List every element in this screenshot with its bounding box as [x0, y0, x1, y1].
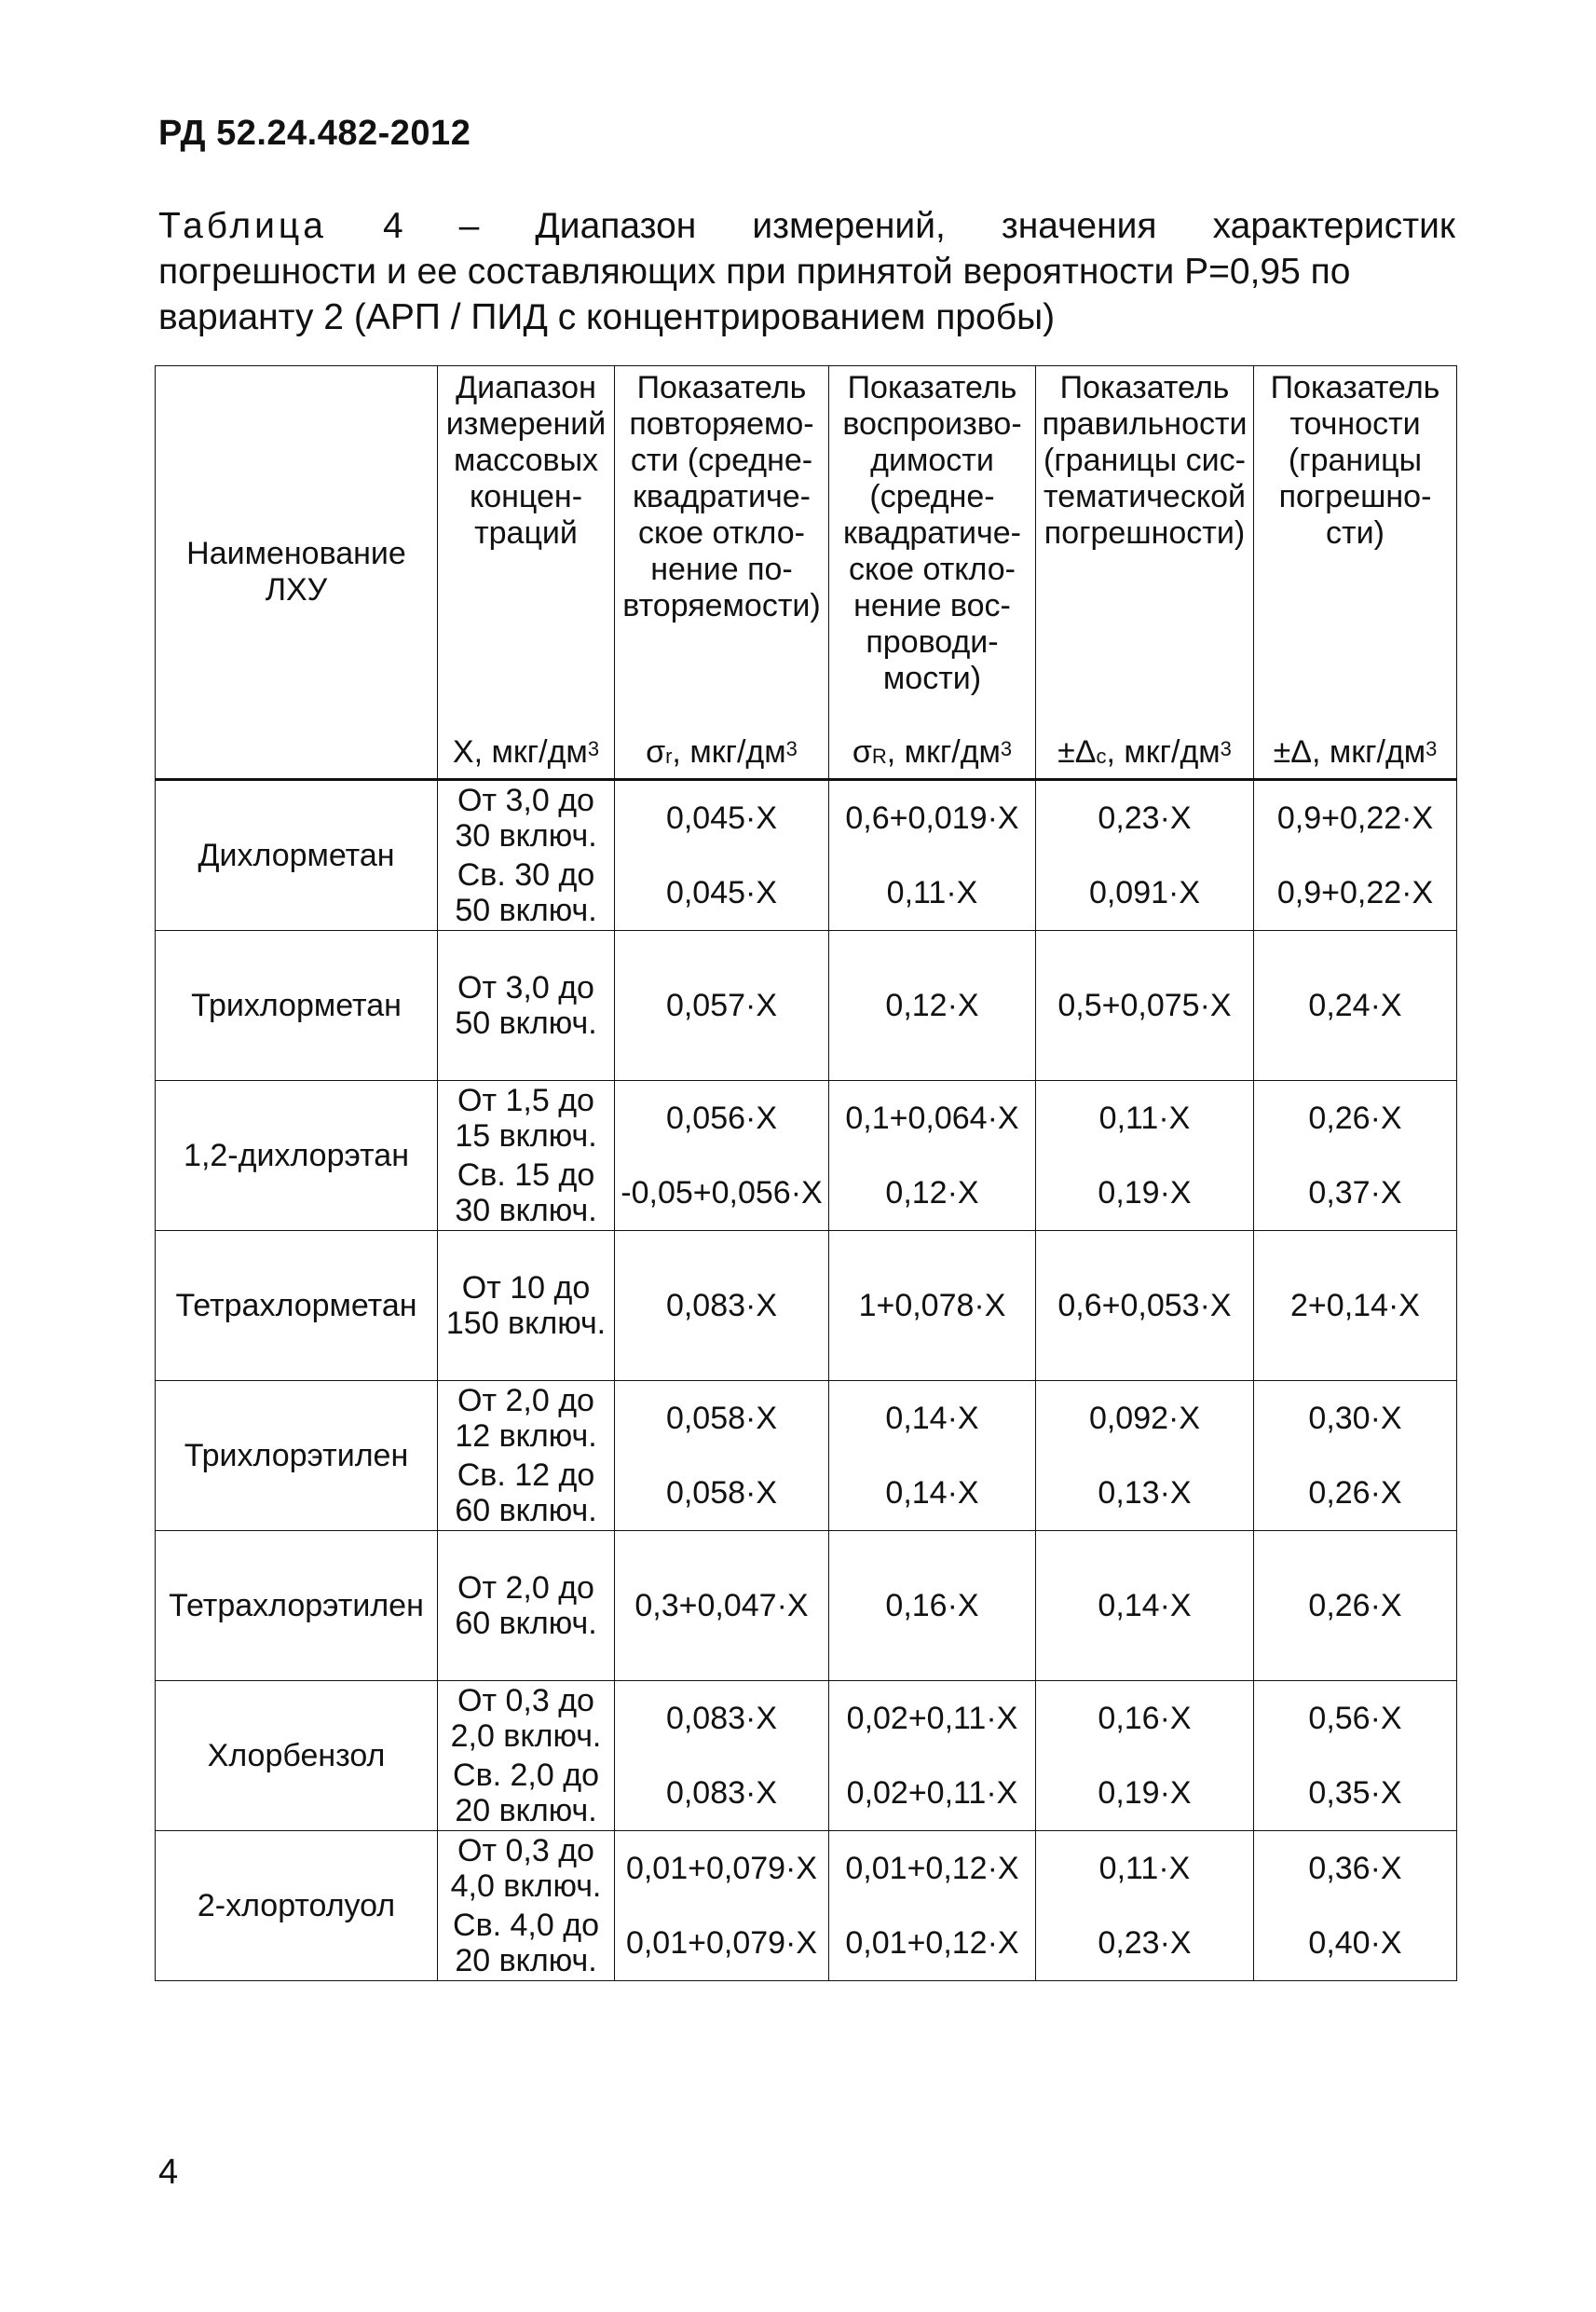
caption-word: значения: [1001, 206, 1157, 246]
range-cell-value: От 1,5 до 15 включ.: [455, 1083, 597, 1154]
caption-word-table: Таблица: [158, 206, 327, 246]
repeatability-cell-value: 0,083·X: [665, 1700, 778, 1736]
repeatability-cell-value: 0,3+0,047·X: [634, 1587, 809, 1623]
accuracy-cell: [1254, 1531, 1457, 1681]
reproducibility-cell-value: 0,02+0,11·X: [846, 1774, 1018, 1811]
reproducibility-cell-value: 0,11·X: [886, 874, 978, 910]
repeatability-cell-value: 0,01+0,079·X: [625, 1850, 818, 1886]
reproducibility-cell: [829, 1531, 1036, 1681]
accuracy-cell-value: 0,26·X: [1308, 1587, 1402, 1623]
range-cell: [438, 931, 615, 1081]
header-repeatability: [615, 366, 829, 780]
accuracy-cell-value: 0,40·X: [1308, 1924, 1402, 1961]
accuracy-cell-value: 0,35·X: [1308, 1774, 1402, 1811]
correctness-cell-value: 0,19·X: [1098, 1774, 1192, 1811]
header-reproducibility-unit: $\sigma_R$, мкг/$дм^3$: [852, 734, 1013, 770]
correctness-cell-value: 0,14·X: [1098, 1587, 1192, 1623]
header-range-text: Диапазон измерений массовых концен- траций: [445, 370, 607, 551]
reproducibility-cell-value: 0,14·X: [885, 1474, 979, 1511]
table-row: [156, 1831, 1457, 1981]
repeatability-cell-value: 0,083·X: [665, 1774, 778, 1811]
accuracy-cell-value: 0,37·X: [1308, 1174, 1402, 1211]
header-correctness-unit: $\pm\Delta_c$, мкг/$дм^3$: [1057, 734, 1232, 770]
correctness-cell-value: 0,5+0,075·X: [1057, 987, 1232, 1023]
substance-name: Хлорбензол: [156, 1681, 438, 1831]
correctness-cell-value: 0,16·X: [1098, 1700, 1192, 1736]
reproducibility-cell-value: 0,12·X: [885, 1174, 979, 1211]
header-range-unit: Х, мкг/$дм^3$: [452, 734, 600, 770]
header-correctness: [1036, 366, 1254, 780]
correctness-cell-value: 0,091·X: [1088, 874, 1201, 910]
header-correctness-text: Показатель правильности (границы сис- тематической погрешности): [1042, 370, 1248, 551]
repeatability-cell: [615, 1381, 829, 1531]
caption-table-number: 4: [382, 206, 403, 246]
substance-name: Дихлорметан: [156, 780, 438, 931]
reproducibility-cell-value: 0,02+0,11·X: [846, 1700, 1018, 1736]
reproducibility-cell-value: 1+0,078·X: [858, 1287, 1006, 1323]
repeatability-cell: [615, 1831, 829, 1981]
correctness-cell: [1036, 1381, 1254, 1531]
reproducibility-cell-value: 0,01+0,12·X: [845, 1850, 1019, 1886]
reproducibility-cell: [829, 1831, 1036, 1981]
header-accuracy-unit: ±Δ, мкг/$дм^3$: [1273, 734, 1438, 770]
correctness-cell-value: 0,092·X: [1088, 1400, 1201, 1436]
reproducibility-cell-value: 0,6+0,019·X: [845, 800, 1019, 836]
accuracy-cell: [1254, 780, 1457, 931]
repeatability-cell-value: 0,045·X: [665, 874, 778, 910]
caption-word: Диапазон: [535, 206, 697, 246]
accuracy-cell-value: 0,56·X: [1308, 1700, 1402, 1736]
reproducibility-cell-value: 0,14·X: [885, 1400, 979, 1436]
accuracy-cell: [1254, 1681, 1457, 1831]
correctness-cell: [1036, 1831, 1254, 1981]
table-row: [156, 1531, 1457, 1681]
substance-name: 1,2-дихлорэтан: [156, 1081, 438, 1231]
header-accuracy-text: Показатель точности (границы погрешно- сти): [1270, 370, 1440, 551]
caption-word: измерений,: [752, 206, 946, 246]
repeatability-cell: [615, 1081, 829, 1231]
range-cell-value: Св. 30 до 50 включ.: [455, 857, 597, 928]
reproducibility-cell-value: 0,1+0,064·X: [845, 1100, 1019, 1136]
range-cell-value: Св. 12 до 60 включ.: [455, 1457, 597, 1528]
repeatability-cell: [615, 1531, 829, 1681]
accuracy-cell: [1254, 1381, 1457, 1531]
range-cell-value: От 2,0 до 60 включ.: [455, 1570, 597, 1641]
header-repeatability-unit: $\sigma_r$, мкг/$дм^3$: [646, 734, 798, 770]
correctness-cell: [1036, 1531, 1254, 1681]
caption-word: характеристик: [1212, 206, 1455, 246]
table-caption: [158, 203, 1455, 340]
accuracy-cell: [1254, 1831, 1457, 1981]
header-range: [438, 366, 615, 780]
repeatability-cell-value: 0,083·X: [665, 1287, 778, 1323]
range-cell: [438, 1231, 615, 1381]
caption-line-1: [158, 203, 1455, 249]
correctness-cell: [1036, 931, 1254, 1081]
page-number: 4: [158, 2153, 179, 2192]
range-cell-value: Св. 2,0 до 20 включ.: [453, 1758, 599, 1828]
reproducibility-cell: [829, 1231, 1036, 1381]
repeatability-cell: [615, 1231, 829, 1381]
accuracy-cell-value: 0,26·X: [1308, 1100, 1402, 1136]
range-cell-value: От 3,0 до 30 включ.: [455, 783, 597, 854]
range-cell: [438, 1081, 615, 1231]
range-cell-value: От 0,3 до 4,0 включ.: [450, 1833, 602, 1904]
caption-dash: –: [458, 206, 480, 246]
repeatability-cell-value: 0,045·X: [665, 800, 778, 836]
range-cell-value: От 10 до 150 включ.: [445, 1270, 607, 1341]
accuracy-cell-value: 2+0,14·X: [1290, 1287, 1420, 1323]
range-cell: [438, 1381, 615, 1531]
substance-name: Тетрахлорметан: [156, 1231, 438, 1381]
range-cell-value: От 2,0 до 12 включ.: [455, 1383, 597, 1454]
table-row: [156, 1681, 1457, 1831]
repeatability-cell: [615, 931, 829, 1081]
correctness-cell-value: 0,19·X: [1098, 1174, 1192, 1211]
substance-name: Трихлорэтилен: [156, 1381, 438, 1531]
correctness-cell: [1036, 1231, 1254, 1381]
reproducibility-cell-value: 0,16·X: [885, 1587, 979, 1623]
caption-line-3: варианту 2 (АРП / ПИД с концентрированием пробы): [158, 297, 1056, 337]
reproducibility-cell: [829, 1381, 1036, 1531]
correctness-cell: [1036, 780, 1254, 931]
accuracy-cell: [1254, 1231, 1457, 1381]
correctness-cell-value: 0,11·X: [1098, 1100, 1191, 1136]
accuracy-cell: [1254, 931, 1457, 1081]
document-code: РД 52.24.482-2012: [158, 114, 471, 153]
repeatability-cell-value: 0,058·X: [665, 1474, 778, 1511]
table-row: [156, 1381, 1457, 1531]
header-reproducibility: [829, 366, 1036, 780]
table-row: [156, 931, 1457, 1081]
range-cell: [438, 1531, 615, 1681]
accuracy-cell-value: 0,9+0,22·X: [1276, 800, 1434, 836]
correctness-cell: [1036, 1081, 1254, 1231]
header-accuracy: [1254, 366, 1457, 780]
repeatability-cell-value: 0,01+0,079·X: [625, 1924, 818, 1961]
reproducibility-cell: [829, 1681, 1036, 1831]
reproducibility-cell: [829, 780, 1036, 931]
range-cell-value: От 0,3 до 2,0 включ.: [450, 1683, 602, 1754]
correctness-cell-value: 0,6+0,053·X: [1057, 1287, 1232, 1323]
table-row: [156, 1231, 1457, 1381]
range-cell: [438, 1681, 615, 1831]
table-row: [156, 1081, 1457, 1231]
repeatability-cell: [615, 780, 829, 931]
range-cell-value: Св. 15 до 30 включ.: [455, 1157, 597, 1228]
accuracy-cell-value: 0,9+0,22·X: [1276, 874, 1434, 910]
correctness-cell-value: 0,11·X: [1098, 1850, 1191, 1886]
range-cell: [438, 1831, 615, 1981]
correctness-cell-value: 0,23·X: [1098, 800, 1192, 836]
substance-name: 2-хлортолуол: [156, 1831, 438, 1981]
table-row: [156, 780, 1457, 931]
correctness-cell-value: 0,13·X: [1098, 1474, 1192, 1511]
reproducibility-cell: [829, 1081, 1036, 1231]
repeatability-cell-value: 0,057·X: [665, 987, 778, 1023]
accuracy-cell-value: 0,24·X: [1308, 987, 1402, 1023]
accuracy-cell: [1254, 1081, 1457, 1231]
header-name-text: Наименование ЛХУ: [186, 536, 406, 608]
caption-line-2: погрешности и ее составляющих при принятой вероятности Р=0,95 по: [158, 252, 1351, 292]
range-cell: [438, 780, 615, 931]
reproducibility-cell-value: 0,12·X: [885, 987, 979, 1023]
repeatability-cell-value: 0,058·X: [665, 1400, 778, 1436]
reproducibility-cell: [829, 931, 1036, 1081]
correctness-cell: [1036, 1681, 1254, 1831]
table-body: [156, 780, 1457, 1981]
header-repeatability-text: Показатель повторяемо- сти (средне- квадратиче- ское откло- нение по- вторяемости): [622, 370, 821, 623]
range-cell-value: От 3,0 до 50 включ.: [455, 970, 597, 1041]
range-cell-value: Св. 4,0 до 20 включ.: [453, 1908, 599, 1978]
reproducibility-cell-value: 0,01+0,12·X: [845, 1924, 1019, 1961]
substance-name: Трихлорметан: [156, 931, 438, 1081]
accuracy-cell-value: 0,26·X: [1308, 1474, 1402, 1511]
header-name: [156, 366, 438, 780]
header-reproducibility-text: Показатель воспроизво- димости (средне- квадратиче- ское откло- нение вос- проводи- мости): [842, 370, 1022, 696]
correctness-cell-value: 0,23·X: [1098, 1924, 1192, 1961]
substance-name: Тетрахлорэтилен: [156, 1531, 438, 1681]
accuracy-cell-value: 0,36·X: [1308, 1850, 1402, 1886]
repeatability-cell: [615, 1681, 829, 1831]
error-characteristics-table: [155, 365, 1457, 1981]
repeatability-cell-value: 0,056·X: [665, 1100, 778, 1136]
accuracy-cell-value: 0,30·X: [1308, 1400, 1402, 1436]
repeatability-cell-value: -0,05+0,056·X: [621, 1174, 823, 1211]
table-header-row: [156, 366, 1457, 780]
